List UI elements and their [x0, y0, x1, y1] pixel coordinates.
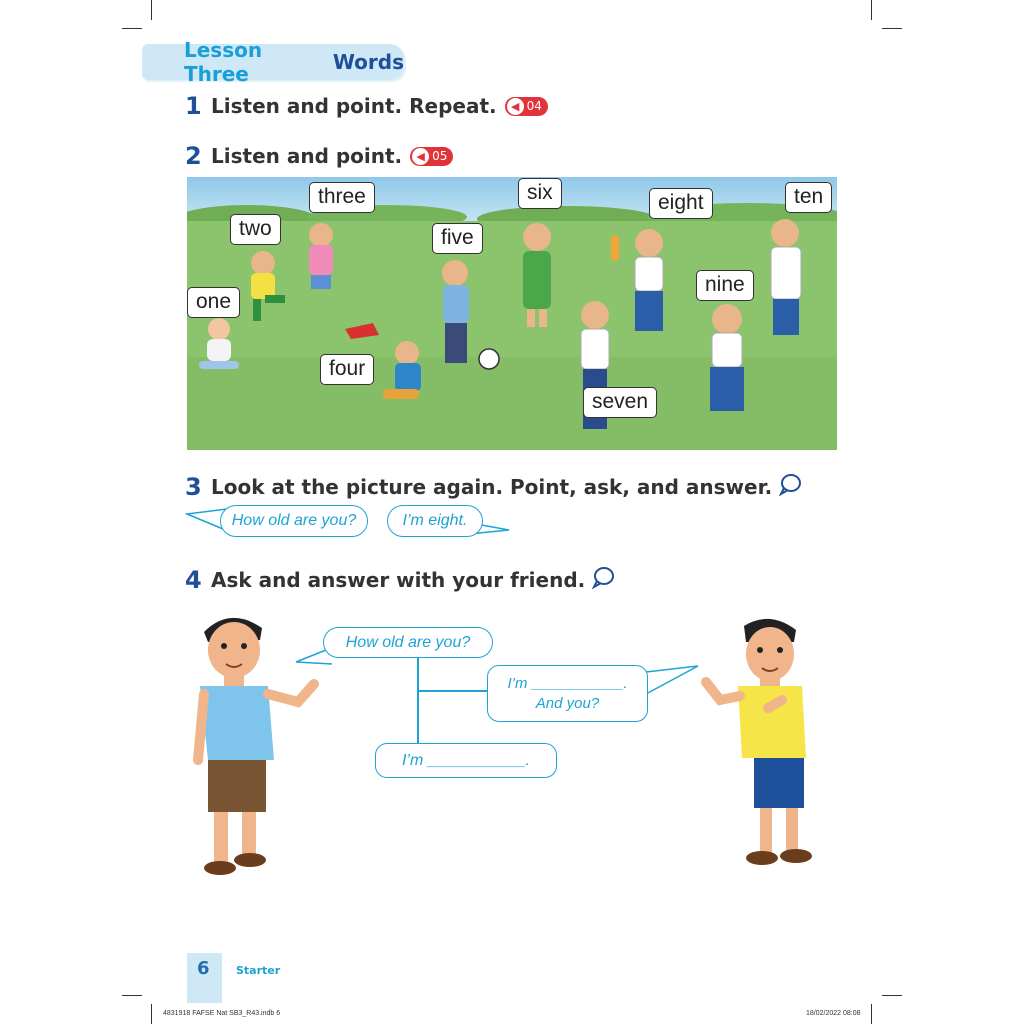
- dialogue-reply-bubble: [487, 665, 648, 722]
- activity-3: [185, 472, 802, 501]
- child-nine: [710, 304, 744, 411]
- question-bubble: How old are you?: [220, 505, 368, 537]
- audio-track-button[interactable]: [410, 147, 453, 166]
- number-label-two: two: [230, 214, 281, 245]
- page-number: 6: [197, 958, 210, 979]
- crop-mark: [122, 995, 142, 996]
- number-label-ten: ten: [785, 182, 832, 213]
- number-label-seven: seven: [583, 387, 657, 418]
- children-playground-illustration: [187, 177, 837, 450]
- playground-scene-art: [187, 177, 837, 450]
- activity-1: [185, 92, 548, 120]
- speaker-icon: ◀: [412, 148, 429, 165]
- crop-mark: [122, 28, 142, 29]
- activity-number: 1: [185, 92, 202, 120]
- activity-number: 4: [185, 565, 202, 594]
- activity-4: [185, 565, 615, 594]
- number-label-eight: eight: [649, 188, 713, 219]
- number-label-five: five: [432, 223, 483, 254]
- child-three: [309, 223, 333, 289]
- activity-instruction: Look at the picture again. Point, ask, and answer.: [211, 474, 773, 499]
- speech-bubble-icon: [778, 472, 802, 501]
- reply-line-2: And you?: [535, 695, 600, 712]
- lesson-subtitle: Words: [332, 50, 404, 74]
- activity-number: 2: [185, 142, 202, 170]
- audio-track-button[interactable]: [505, 97, 548, 116]
- lesson-header: [142, 38, 404, 86]
- activity-instruction: Ask and answer with your friend.: [211, 567, 586, 592]
- child-ten: [771, 219, 801, 335]
- crop-mark: [151, 1004, 152, 1024]
- number-label-one: one: [187, 287, 240, 318]
- number-label-three: three: [309, 182, 375, 213]
- audio-track-number: 05: [432, 149, 448, 163]
- speaker-icon: ◀: [507, 98, 524, 115]
- number-label-four: four: [320, 354, 374, 385]
- crop-mark: [871, 0, 872, 20]
- crop-mark: [871, 1004, 872, 1024]
- dialogue-question-bubble: How old are you?: [323, 627, 493, 658]
- reply-line-1: I’m ___________.: [507, 675, 628, 692]
- print-timestamp: 18/02/2022 08:08: [806, 1010, 861, 1017]
- print-file-slug: 4831918 FAFSE Nat SB3_R43.indb 6: [163, 1010, 281, 1017]
- activity-instruction: Listen and point.: [211, 144, 403, 168]
- audio-track-number: 04: [526, 99, 542, 113]
- crop-mark: [882, 28, 902, 29]
- connector-horizontal: [417, 690, 487, 692]
- number-label-six: six: [518, 178, 562, 209]
- activity-2: [185, 142, 453, 170]
- answer-bubble: I’m eight.: [387, 505, 483, 537]
- crop-mark: [151, 0, 152, 20]
- crop-mark: [882, 995, 902, 996]
- speech-bubble-icon: [591, 565, 615, 594]
- connector-vertical: [417, 658, 419, 744]
- boy-right-illustration: [698, 616, 818, 872]
- activity-instruction: Listen and point. Repeat.: [211, 94, 497, 118]
- activity-number: 3: [185, 472, 202, 501]
- dialogue-answer-bubble: I’m ___________.: [375, 743, 557, 778]
- section-name: Starter: [236, 964, 281, 977]
- number-label-nine: nine: [696, 270, 754, 301]
- lesson-title: Lesson Three: [184, 38, 263, 86]
